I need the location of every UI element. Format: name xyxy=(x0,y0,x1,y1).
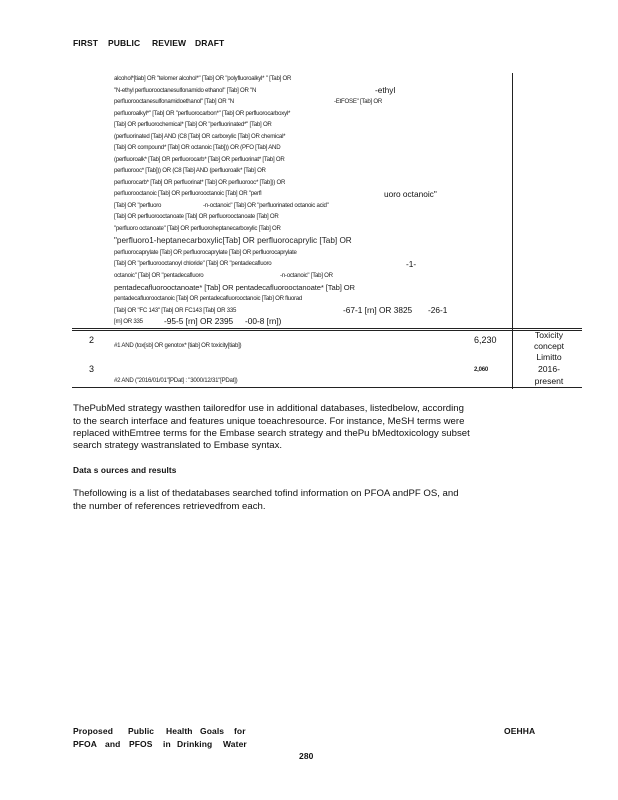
header-word: DRAFT xyxy=(195,38,225,48)
header-word: REVIEW xyxy=(152,38,187,48)
search-line: [Tab] OR perfluorochemical* [Tab] OR "perfluorinated*" [Tab] OR xyxy=(114,121,272,128)
footer-word: PFOA xyxy=(73,739,98,749)
header-word: PUBLIC xyxy=(108,38,141,48)
search-fragment: -00-8 [rn]) xyxy=(245,316,282,326)
search-line: perfluorocaprylate [Tab] OR perfluorocaprylate [Tab] OR perfluorocaprylate xyxy=(114,249,297,256)
footer-agency: OEHHA xyxy=(504,726,536,736)
paragraph-line: Thefollowing is a list of thedatabases searched tofind information on PFOA andPF OS, and xyxy=(73,488,459,499)
header-word: FIRST xyxy=(73,38,99,48)
paragraph-line: ThePubMed strategy wasthen tailoredfor use in additional databases, listedbelow, according xyxy=(73,403,464,414)
footer-word: Drinking xyxy=(177,739,213,749)
search-fragment: -1- xyxy=(406,259,417,269)
search-line: perfluoroalkyl*" [Tab] OR "perfluorocarbon*" [Tab] OR perfluorocarboxyl* xyxy=(114,110,291,117)
row-note: 2016- xyxy=(538,364,560,374)
page-number: 280 xyxy=(299,751,314,761)
search-line: alcohol*[tiab] OR "telomer alcohol*" [Tab] OR "polyfluoroalkyl* " [Tab] OR xyxy=(114,75,292,82)
search-fragment: -n-octanoic" [Tab] OR "perfluorinated octanoic acid" xyxy=(203,202,329,209)
footer-word: in xyxy=(163,739,171,749)
row-query: #1 AND (tox[sb] OR genotox* [tiab] OR toxicity[tiab]) xyxy=(114,342,242,349)
search-fragment: -EtFOSE" [Tab] OR xyxy=(334,98,383,105)
search-line: pentadecafluorooctanoate* [Tab] OR pentadecafluorooctanoate* [Tab] OR xyxy=(114,283,355,292)
search-fragment: uoro octanoic" xyxy=(384,189,437,199)
search-line: perfluorooctanoic [Tab] OR perfluorooctanoic [Tab] OR "perfl xyxy=(114,190,262,197)
row-number: 3 xyxy=(89,364,95,374)
search-line: octanoic" [Tab] OR "pentadecafluoro xyxy=(114,272,204,279)
footer-word: Public xyxy=(128,726,155,736)
search-fragment: -ethyl xyxy=(375,85,396,95)
search-fragment: -67-1 [rn] OR 3825 xyxy=(343,305,413,315)
search-line: [Tab] OR compound* [Tab] OR octanoic [Tab])) OR (PFO [Tab] AND xyxy=(114,144,281,151)
row-number: 2 xyxy=(89,335,95,345)
search-line: [rn] OR 335 xyxy=(114,318,143,325)
search-line: [Tab] OR "perfluoro xyxy=(114,202,162,209)
search-line: (perfluoroalk* [Tab] OR perfluorocarb* [Tab] OR perfluorinat* [Tab] OR xyxy=(114,156,285,163)
footer-word: Proposed xyxy=(73,726,114,736)
table-bottom-border xyxy=(72,387,582,388)
search-line: [Tab] OR "perfluorooctanoyl chloride" [Tab] OR "pentadecafluoro xyxy=(114,260,272,267)
row-note: Toxicity xyxy=(534,330,564,340)
search-line: "N-ethyl perfluorooctanesulfonamido ethanol" [Tab] OR "N xyxy=(114,87,257,94)
row-note: present xyxy=(534,376,564,386)
search-line: perfluorocarb* [Tab] OR perfluorinat* [Tab] OR perfluorooc* [Tab])) OR xyxy=(114,179,286,186)
paragraph-line: to the search interface and features unique toeachresource. For instance, MeSH terms were xyxy=(73,416,465,427)
footer-word: for xyxy=(234,726,246,736)
section-heading: Data s ources and results xyxy=(73,465,177,475)
row-note: Limitto xyxy=(536,352,562,362)
footer-word: Health xyxy=(166,726,193,736)
footer-word: Goals xyxy=(200,726,225,736)
row-query: #2 AND ("2016/01/01"[PDat] : "3000/12/31"[PDat]) xyxy=(114,377,238,384)
search-line: perfluorooctanesulfonamidoethanol" [Tab] OR "N xyxy=(114,98,234,105)
search-line: pentadecafluorooctanoic [Tab] OR pentadecafluorooctanoic [Tab] OR fluorad xyxy=(114,295,303,302)
search-fragment: -n-octanoic" [Tab] OR xyxy=(280,272,333,279)
search-fragment: "perfluoro1-heptanecarboxylic[Tab] OR perfluorocaprylic [Tab] OR xyxy=(114,236,352,245)
search-line: (perfluorinated [Tab] AND (C8 [Tab] OR carboxylic [Tab] OR chemical* xyxy=(114,133,286,140)
row-count: 2,060 xyxy=(474,366,488,373)
row-count: 6,230 xyxy=(474,335,497,345)
search-line: [Tab] OR "FC 143" [Tab] OR FC143 [Tab] OR 335 xyxy=(114,307,237,314)
search-fragment: -26-1 xyxy=(428,305,448,315)
search-line: [Tab] OR perfluorooctanoate [Tab] OR perfluorooctanoate [Tab] OR xyxy=(114,213,279,220)
paragraph-line: the number of references retrievedfrom each. xyxy=(73,501,266,512)
row-divider xyxy=(72,328,582,329)
footer-word: PFOS xyxy=(129,739,153,749)
footer-word: Water xyxy=(223,739,247,749)
search-fragment: -95-5 [rn] OR 2395 xyxy=(164,316,234,326)
paragraph-line: search strategy wastranslated to Embase syntax. xyxy=(73,440,283,451)
footer-word: and xyxy=(105,739,121,749)
row-note: concept xyxy=(533,341,565,351)
search-line: "perfluoro octanoate" [Tab] OR perfluoroheptanecarboxylic [Tab] OR xyxy=(114,225,281,232)
paragraph-line: replaced withEmtree terms for the Embase search strategy and thePu bMedtoxicology subset xyxy=(73,428,470,439)
row-divider xyxy=(72,330,582,331)
search-line: perfluorooc* [Tab])) OR (C8 [Tab] AND (perfluoroalk* [Tab] OR xyxy=(114,167,266,174)
